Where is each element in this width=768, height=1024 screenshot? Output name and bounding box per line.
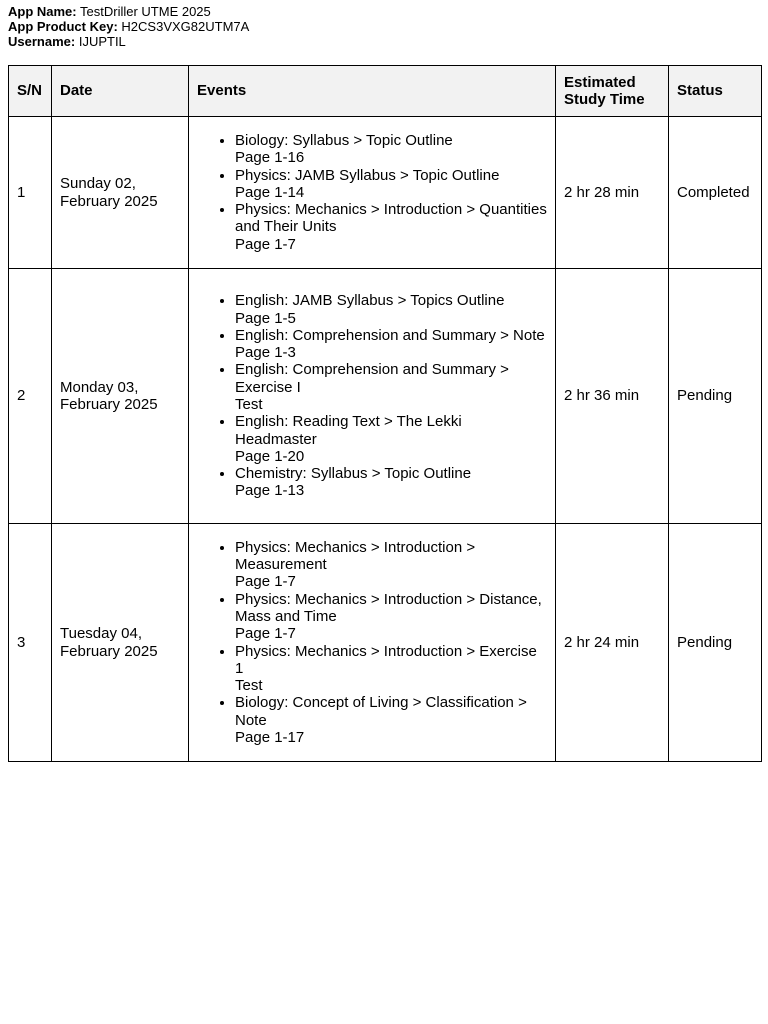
event-title: • English: Comprehension and Summary > Exercise I [235,361,509,396]
username-line [8,34,249,49]
event-title: • Biology: Syllabus > Topic Outline [235,131,453,149]
list-item [235,201,547,253]
cell-study-time: 2 hr 28 min [556,117,669,269]
username-value: IJUPTIL [78,34,126,49]
document-header [8,4,249,49]
list-item [235,591,547,643]
product-key-value: H2CS3VXG82UTM7A [121,19,250,34]
event-title: • Physics: Mechanics > Introduction > Quantities and Their Units [235,201,547,236]
event-pages: Page 1-14 [235,183,305,201]
event-title: • English: JAMB Syllabus > Topics Outline [235,292,505,310]
column-header-time: Estimated Study Time [556,66,669,117]
event-pages: Page 1-7 [235,573,296,591]
event-list [197,132,547,253]
table-row [9,524,762,762]
table-row [9,269,762,524]
app-name-label: App Name: [8,4,77,19]
event-title: • Physics: Mechanics > Introduction > Measurement [235,538,476,574]
list-item [235,132,547,167]
list-item [235,413,547,465]
event-test-label: Test [235,677,263,695]
event-pages: Page 1-5 [235,309,296,327]
list-item [235,167,547,202]
study-schedule-table [8,65,762,762]
list-item [235,465,547,500]
table-header-row [9,66,762,117]
event-pages: Page 1-13 [235,482,305,500]
list-item [235,292,547,327]
event-pages: Page 1-7 [235,625,296,643]
event-pages: Page 1-20 [235,447,305,465]
event-title: • Physics: Mechanics > Introduction > Exercise 1 [235,642,537,677]
event-test-label: Test [235,396,263,413]
cell-status: Completed [669,117,762,269]
cell-study-time: 2 hr 36 min [556,269,669,524]
cell-sn: 2 [9,269,52,524]
event-title: • Chemistry: Syllabus > Topic Outline [235,465,472,483]
list-item [235,694,547,746]
cell-events [189,524,556,762]
event-list [197,292,547,500]
event-pages: Page 1-17 [235,728,305,746]
cell-date: Sunday 02, February 2025 [52,117,189,269]
cell-study-time: 2 hr 24 min [556,524,669,762]
cell-sn: 1 [9,117,52,269]
cell-status: Pending [669,524,762,762]
event-pages: Page 1-3 [235,344,296,362]
cell-sn: 3 [9,524,52,762]
list-item [235,361,547,413]
cell-status: Pending [669,269,762,524]
event-title: • Biology: Concept of Living > Classification > Note [235,694,527,729]
list-item [235,643,547,695]
app-name-line [8,4,249,19]
event-list [197,539,547,747]
column-header-sn: S/N [9,66,52,117]
event-title: • English: Reading Text > The Lekki Headmaster [235,413,462,448]
event-pages: Page 1-16 [235,149,305,167]
username-label: Username: [8,34,76,49]
product-key-line [8,19,249,34]
product-key-label: App Product Key: [8,19,118,34]
event-title: • Physics: JAMB Syllabus > Topic Outline [235,166,500,184]
app-name-value: TestDriller UTME 2025 [80,4,211,19]
column-header-status: Status [669,66,762,117]
event-title: • English: Comprehension and Summary > Note [235,326,545,344]
column-header-events: Events [189,66,556,117]
cell-events [189,269,556,524]
column-header-date: Date [52,66,189,117]
list-item [235,327,547,362]
cell-events [189,117,556,269]
event-title: • Physics: Mechanics > Introduction > Distance, Mass and Time [235,590,542,625]
event-pages: Page 1-7 [235,235,296,253]
table-row [9,117,762,269]
cell-date: Monday 03, February 2025 [52,269,189,524]
cell-date: Tuesday 04, February 2025 [52,524,189,762]
list-item [235,539,547,591]
